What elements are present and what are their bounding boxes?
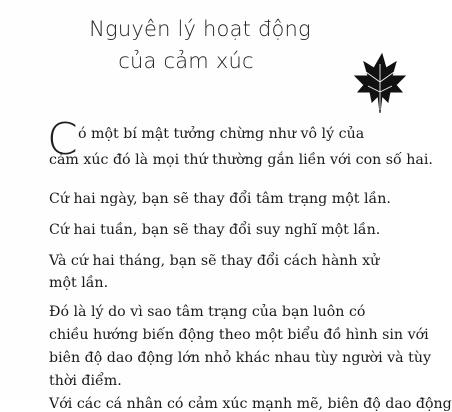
drop-cap-letter: C <box>47 114 78 165</box>
paragraph-2: Cứ hai ngày, bạn sẽ thay đổi tâm trạng một lần. <box>49 191 391 207</box>
paragraph-1-line-1: ó một bí mật tưởng chừng như vô lý của <box>78 126 365 142</box>
paragraph-6-partial: Với các cá nhân có cảm xúc mạnh mẽ, biên độ dao động <box>49 396 452 412</box>
chapter-title-line-1: Nguyên lý hoạt động <box>89 17 311 41</box>
maple-leaf-icon <box>352 52 406 114</box>
paragraph-5-line-1: Đó là lý do vì sao tâm trạng của bạn luôn có <box>49 304 366 320</box>
paragraph-4-line-2: một lần. <box>49 275 109 291</box>
paragraph-5-line-4: thời điểm. <box>49 373 122 389</box>
paragraph-3: Cứ hai tuần, bạn sẽ thay đổi suy nghĩ một lần. <box>49 222 381 238</box>
chapter-title-line-2: của cảm xúc <box>118 49 254 73</box>
paragraph-1-line-2: cảm xúc đó là mọi thứ thường gắn liền với con số hai. <box>49 152 433 168</box>
paragraph-4-line-1: Và cứ hai tháng, bạn sẽ thay đổi cách hành xử <box>49 253 380 269</box>
paragraph-5-line-3: biên độ dao động lớn nhỏ khác nhau tùy người và tùy <box>49 350 431 366</box>
paragraph-5-line-2: chiều hướng biến động theo một biểu đồ hình sin với <box>49 327 429 343</box>
